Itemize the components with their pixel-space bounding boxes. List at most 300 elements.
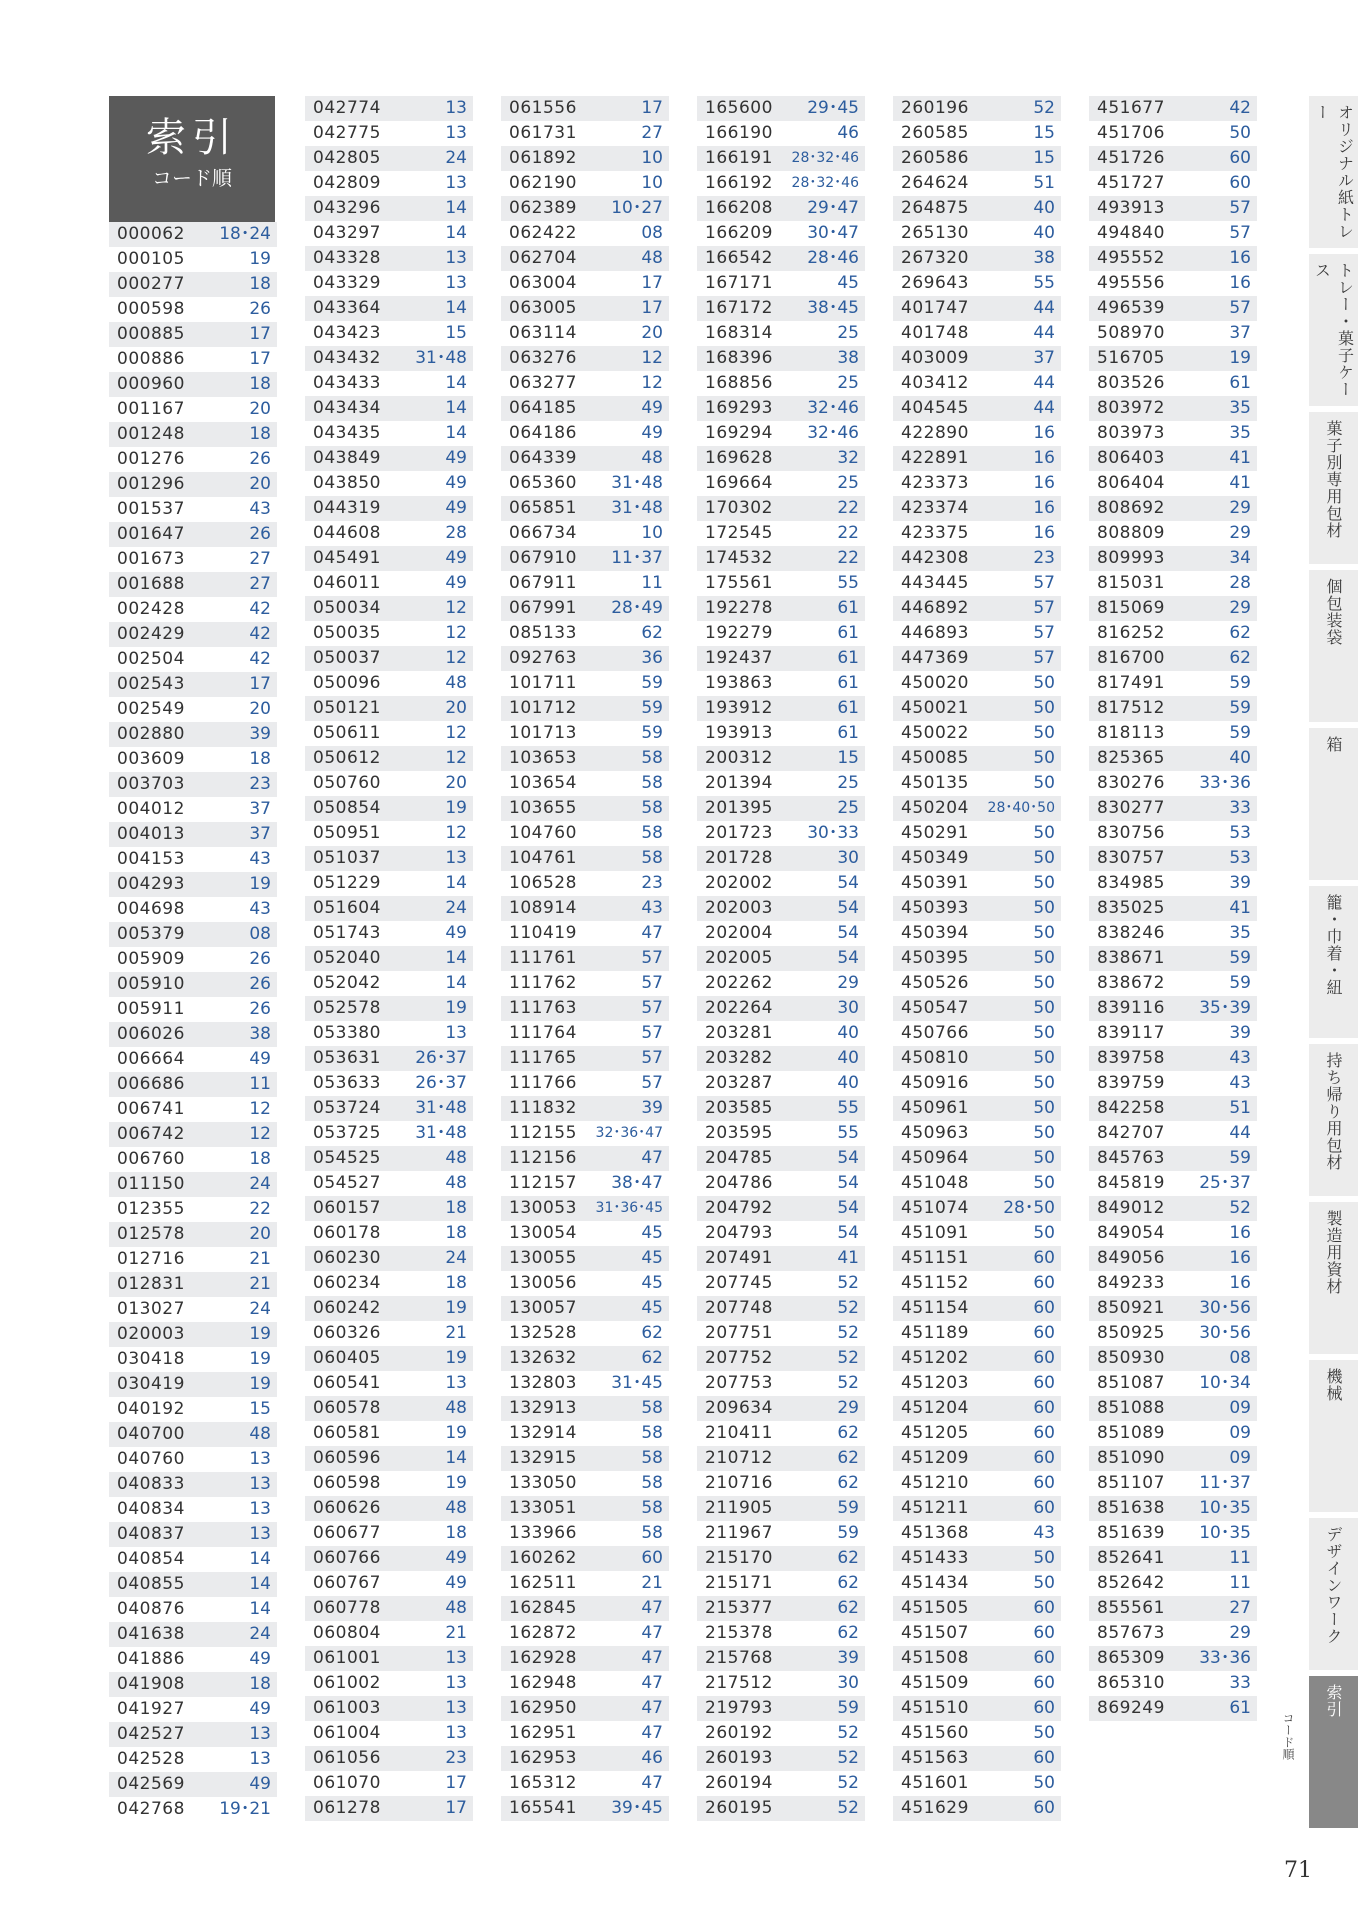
item-code: 851090 [1097, 1448, 1165, 1468]
item-code: 495552 [1097, 248, 1165, 268]
page-ref: 45 [641, 1223, 663, 1243]
index-row [305, 1196, 473, 1221]
item-code: 065851 [509, 498, 577, 518]
item-code: 167171 [705, 273, 773, 293]
page-ref: 54 [837, 898, 859, 918]
index-row [109, 1097, 277, 1122]
item-code: 041638 [117, 1624, 185, 1644]
index-row [893, 546, 1061, 571]
index-row [893, 1396, 1061, 1421]
side-tab[interactable] [1309, 1202, 1358, 1354]
item-code: 169664 [705, 473, 773, 493]
page-ref: 32･36･47 [595, 1125, 663, 1141]
index-row [1089, 871, 1257, 896]
item-code: 044319 [313, 498, 381, 518]
item-code: 495556 [1097, 273, 1165, 293]
item-code: 040834 [117, 1499, 185, 1519]
page-ref: 60 [1033, 1323, 1055, 1343]
side-tab[interactable] [1309, 254, 1358, 406]
page-ref: 30 [837, 998, 859, 1018]
index-row [697, 1096, 865, 1121]
page-ref: 57 [1229, 298, 1251, 318]
page-ref: 59 [837, 1498, 859, 1518]
item-code: 002429 [117, 624, 185, 644]
page-ref: 17 [445, 1798, 467, 1818]
page-ref: 45 [641, 1273, 663, 1293]
item-code: 050035 [313, 623, 381, 643]
index-row [109, 1772, 277, 1797]
index-row [501, 696, 669, 721]
page-ref: 28･49 [611, 598, 663, 618]
page-ref: 39･45 [611, 1798, 663, 1818]
index-row [305, 1171, 473, 1196]
page-ref: 37 [249, 824, 271, 844]
page-ref: 60 [1033, 1673, 1055, 1693]
page-ref: 47 [641, 1598, 663, 1618]
page-ref: 20 [249, 1224, 271, 1244]
index-row [305, 571, 473, 596]
page-ref: 17 [249, 324, 271, 344]
index-row [501, 321, 669, 346]
index-row [305, 1796, 473, 1821]
item-code: 450395 [901, 948, 969, 968]
page-ref: 47 [641, 1623, 663, 1643]
item-code: 042528 [117, 1749, 185, 1769]
side-tab[interactable] [1309, 1360, 1358, 1512]
index-row [697, 721, 865, 746]
index-row [109, 1372, 277, 1397]
page-ref: 12 [445, 598, 467, 618]
item-code: 111762 [509, 973, 577, 993]
page-ref: 61 [837, 723, 859, 743]
item-code: 442308 [901, 548, 969, 568]
index-row [893, 1746, 1061, 1771]
index-row [501, 671, 669, 696]
page-ref: 29･45 [807, 98, 859, 118]
index-row [109, 997, 277, 1022]
index-row [501, 621, 669, 646]
index-row [1089, 1396, 1257, 1421]
item-code: 042768 [117, 1799, 185, 1819]
page-ref: 43 [1229, 1048, 1251, 1068]
index-row [893, 146, 1061, 171]
item-code: 865310 [1097, 1673, 1165, 1693]
item-code: 204786 [705, 1173, 773, 1193]
index-row [501, 1271, 669, 1296]
item-code: 062422 [509, 223, 577, 243]
index-row [501, 1096, 669, 1121]
item-code: 203282 [705, 1048, 773, 1068]
item-code: 451091 [901, 1223, 969, 1243]
item-code: 006664 [117, 1049, 185, 1069]
page-ref: 52 [1229, 1198, 1251, 1218]
item-code: 835025 [1097, 898, 1165, 918]
page-ref: 43 [641, 898, 663, 918]
index-row [109, 1247, 277, 1272]
page-ref: 13 [249, 1749, 271, 1769]
item-code: 040837 [117, 1524, 185, 1544]
item-code: 012355 [117, 1199, 185, 1219]
index-row [109, 597, 277, 622]
index-row [109, 472, 277, 497]
index-row [305, 1596, 473, 1621]
index-row [501, 421, 669, 446]
item-code: 450393 [901, 898, 969, 918]
item-code: 816252 [1097, 623, 1165, 643]
page-ref: 17 [249, 349, 271, 369]
item-code: 850925 [1097, 1323, 1165, 1343]
item-code: 063276 [509, 348, 577, 368]
page-ref: 62 [641, 1323, 663, 1343]
item-code: 012578 [117, 1224, 185, 1244]
item-code: 816700 [1097, 648, 1165, 668]
index-row [1089, 1496, 1257, 1521]
page-ref: 20 [445, 773, 467, 793]
page-ref: 49 [249, 1699, 271, 1719]
item-code: 817491 [1097, 673, 1165, 693]
item-code: 132913 [509, 1398, 577, 1418]
index-row [893, 1096, 1061, 1121]
page-ref: 18 [445, 1523, 467, 1543]
side-tab[interactable] [1309, 1044, 1358, 1196]
item-code: 000960 [117, 374, 185, 394]
page-ref: 33 [1229, 798, 1251, 818]
item-code: 207752 [705, 1348, 773, 1368]
page-ref: 13 [445, 848, 467, 868]
item-code: 051604 [313, 898, 381, 918]
page-ref: 50 [1033, 1148, 1055, 1168]
item-code: 062190 [509, 173, 577, 193]
index-row [1089, 196, 1257, 221]
index-row [1089, 721, 1257, 746]
item-code: 040192 [117, 1399, 185, 1419]
item-code: 165312 [509, 1773, 577, 1793]
page-ref: 51 [1229, 1098, 1251, 1118]
index-row [1089, 1271, 1257, 1296]
page-ref: 58 [641, 798, 663, 818]
side-tab[interactable] [1309, 1518, 1358, 1670]
side-tab[interactable] [1309, 96, 1358, 248]
item-code: 451560 [901, 1723, 969, 1743]
page-ref: 16 [1033, 423, 1055, 443]
index-row [109, 497, 277, 522]
page-ref: 48 [445, 1598, 467, 1618]
page-ref: 60 [1033, 1473, 1055, 1493]
page-ref: 59 [1229, 698, 1251, 718]
item-code: 050121 [313, 698, 381, 718]
index-row [305, 721, 473, 746]
index-row [1089, 396, 1257, 421]
page-ref: 55 [837, 573, 859, 593]
item-code: 845763 [1097, 1148, 1165, 1168]
index-row [697, 1646, 865, 1671]
index-row [109, 1672, 277, 1697]
page-ref: 18 [445, 1198, 467, 1218]
page-ref: 50 [1033, 848, 1055, 868]
item-code: 050854 [313, 798, 381, 818]
index-row [893, 346, 1061, 371]
index-row [697, 1146, 865, 1171]
item-code: 060778 [313, 1598, 381, 1618]
index-row [305, 1146, 473, 1171]
item-code: 092763 [509, 648, 577, 668]
item-code: 108914 [509, 898, 577, 918]
index-row [893, 1346, 1061, 1371]
item-code: 060767 [313, 1573, 381, 1593]
item-code: 808809 [1097, 523, 1165, 543]
page-ref: 21 [249, 1249, 271, 1269]
page-ref: 29 [1229, 498, 1251, 518]
page-ref: 52 [837, 1773, 859, 1793]
page-ref: 62 [837, 1573, 859, 1593]
page-ref: 61 [837, 623, 859, 643]
index-row [1089, 446, 1257, 471]
item-code: 851088 [1097, 1398, 1165, 1418]
item-code: 160262 [509, 1548, 577, 1568]
item-code: 422891 [901, 448, 969, 468]
page-ref: 20 [249, 474, 271, 494]
index-row [501, 1746, 669, 1771]
page-ref: 57 [1033, 598, 1055, 618]
index-row [697, 1796, 865, 1821]
page-ref: 13 [445, 1673, 467, 1693]
index-row [305, 1721, 473, 1746]
index-row [697, 1471, 865, 1496]
page-ref: 57 [641, 998, 663, 1018]
page-ref: 39 [641, 1098, 663, 1118]
item-code: 855561 [1097, 1598, 1165, 1618]
page-ref: 62 [1229, 648, 1251, 668]
item-code: 201723 [705, 823, 773, 843]
item-code: 401748 [901, 323, 969, 343]
index-row [697, 1421, 865, 1446]
page-ref: 15 [445, 323, 467, 343]
index-row [305, 196, 473, 221]
page-ref: 60 [1033, 1648, 1055, 1668]
index-row [109, 922, 277, 947]
index-row [109, 1197, 277, 1222]
index-row [501, 1321, 669, 1346]
index-row [697, 771, 865, 796]
page-ref: 31･48 [611, 498, 663, 518]
page-ref: 21 [249, 1274, 271, 1294]
page-ref: 38･45 [807, 298, 859, 318]
page-ref: 57 [641, 1023, 663, 1043]
item-code: 269643 [901, 273, 969, 293]
item-code: 215378 [705, 1623, 773, 1643]
index-row [697, 1321, 865, 1346]
item-code: 169294 [705, 423, 773, 443]
item-code: 451726 [1097, 148, 1165, 168]
item-code: 451048 [901, 1173, 969, 1193]
item-code: 005910 [117, 974, 185, 994]
item-code: 130057 [509, 1298, 577, 1318]
item-code: 450085 [901, 748, 969, 768]
item-code: 849012 [1097, 1198, 1165, 1218]
page-ref: 54 [837, 923, 859, 943]
index-row [109, 1722, 277, 1747]
index-row [305, 1221, 473, 1246]
side-tab[interactable] [1309, 886, 1358, 1038]
page-ref: 13 [445, 248, 467, 268]
index-row [1089, 1571, 1257, 1596]
index-row [1089, 221, 1257, 246]
page-ref: 37 [249, 799, 271, 819]
item-code: 451706 [1097, 123, 1165, 143]
index-row [1089, 246, 1257, 271]
page-ref: 62 [837, 1423, 859, 1443]
page-ref: 44 [1229, 1123, 1251, 1143]
page-ref: 12 [445, 823, 467, 843]
page-ref: 28･50 [1003, 1198, 1055, 1218]
item-code: 451074 [901, 1198, 969, 1218]
index-row [893, 96, 1061, 121]
side-tab[interactable] [1309, 570, 1358, 722]
item-code: 001167 [117, 399, 185, 419]
index-column [305, 96, 473, 1821]
index-row [1089, 771, 1257, 796]
index-row [1089, 1646, 1257, 1671]
page-ref: 54 [837, 873, 859, 893]
index-row [305, 1496, 473, 1521]
index-row [697, 1621, 865, 1646]
item-code: 042775 [313, 123, 381, 143]
index-row [893, 921, 1061, 946]
item-code: 061002 [313, 1673, 381, 1693]
item-code: 451508 [901, 1648, 969, 1668]
side-tab[interactable] [1309, 728, 1358, 880]
item-code: 052578 [313, 998, 381, 1018]
page-ref: 53 [1229, 823, 1251, 843]
page-ref: 57 [1229, 223, 1251, 243]
index-row [893, 1221, 1061, 1246]
item-code: 806403 [1097, 448, 1165, 468]
index-row [305, 646, 473, 671]
page-ref: 50 [1033, 998, 1055, 1018]
item-code: 060242 [313, 1298, 381, 1318]
item-code: 043364 [313, 298, 381, 318]
index-row [1089, 1196, 1257, 1221]
item-code: 260193 [705, 1748, 773, 1768]
index-row [697, 1296, 865, 1321]
page-ref: 37 [1229, 323, 1251, 343]
page-ref: 29 [1229, 598, 1251, 618]
side-tab[interactable] [1309, 412, 1358, 564]
item-code: 451368 [901, 1523, 969, 1543]
page-ref: 60 [1033, 1748, 1055, 1768]
item-code: 496539 [1097, 298, 1165, 318]
page-ref: 21 [445, 1623, 467, 1643]
index-row [697, 1221, 865, 1246]
side-tab[interactable] [1309, 1676, 1358, 1828]
item-code: 849233 [1097, 1273, 1165, 1293]
index-row [893, 1421, 1061, 1446]
index-row [893, 996, 1061, 1021]
index-row [305, 1646, 473, 1671]
index-row [109, 1272, 277, 1297]
page-ref: 13 [445, 98, 467, 118]
page-ref: 24 [249, 1299, 271, 1319]
index-row [697, 746, 865, 771]
page-ref: 49 [445, 473, 467, 493]
page-ref: 58 [641, 1398, 663, 1418]
page-ref: 15 [249, 1399, 271, 1419]
page-ref: 11 [1229, 1573, 1251, 1593]
page-ref: 50 [1033, 873, 1055, 893]
index-row [697, 571, 865, 596]
item-code: 202003 [705, 898, 773, 918]
item-code: 051743 [313, 923, 381, 943]
item-code: 003609 [117, 749, 185, 769]
index-row [501, 221, 669, 246]
page-ref: 40 [837, 1023, 859, 1043]
index-row [893, 371, 1061, 396]
item-code: 040854 [117, 1549, 185, 1569]
page-ref: 20 [641, 323, 663, 343]
index-row [893, 621, 1061, 646]
item-code: 111766 [509, 1073, 577, 1093]
page-ref: 50 [1033, 823, 1055, 843]
index-row [697, 671, 865, 696]
item-code: 203585 [705, 1098, 773, 1118]
index-row [305, 1296, 473, 1321]
index-row [501, 171, 669, 196]
index-row [501, 1071, 669, 1096]
index-row [305, 1571, 473, 1596]
index-row [305, 771, 473, 796]
index-row [109, 847, 277, 872]
item-code: 450961 [901, 1098, 969, 1118]
index-row [697, 546, 865, 571]
item-code: 064185 [509, 398, 577, 418]
item-code: 053631 [313, 1048, 381, 1068]
page-ref: 50 [1033, 1548, 1055, 1568]
item-code: 050034 [313, 598, 381, 618]
page-ref: 54 [837, 1148, 859, 1168]
page-ref: 28･40･50 [987, 800, 1055, 816]
page-ref: 52 [837, 1273, 859, 1293]
item-code: 043435 [313, 423, 381, 443]
index-row [501, 346, 669, 371]
page-ref: 17 [641, 98, 663, 118]
index-row [697, 621, 865, 646]
page-ref: 50 [1033, 898, 1055, 918]
index-row [697, 1346, 865, 1371]
index-row [1089, 546, 1257, 571]
page-ref: 30･47 [807, 223, 859, 243]
item-code: 042774 [313, 98, 381, 118]
index-row [697, 846, 865, 871]
page-ref: 61 [1229, 1698, 1251, 1718]
index-row [893, 1121, 1061, 1146]
item-code: 842258 [1097, 1098, 1165, 1118]
page-ref: 30 [837, 848, 859, 868]
page-ref: 16 [1229, 248, 1251, 268]
page-ref: 12 [445, 748, 467, 768]
index-row [893, 1546, 1061, 1571]
index-row [501, 1246, 669, 1271]
side-tab-label: 箱 [1324, 736, 1343, 753]
page-ref: 52 [837, 1723, 859, 1743]
index-row [893, 296, 1061, 321]
index-row [501, 896, 669, 921]
item-code: 101711 [509, 673, 577, 693]
item-code: 060405 [313, 1348, 381, 1368]
page-ref: 59 [837, 1523, 859, 1543]
page-ref: 50 [1033, 723, 1055, 743]
index-row [1089, 1146, 1257, 1171]
item-code: 211967 [705, 1523, 773, 1543]
